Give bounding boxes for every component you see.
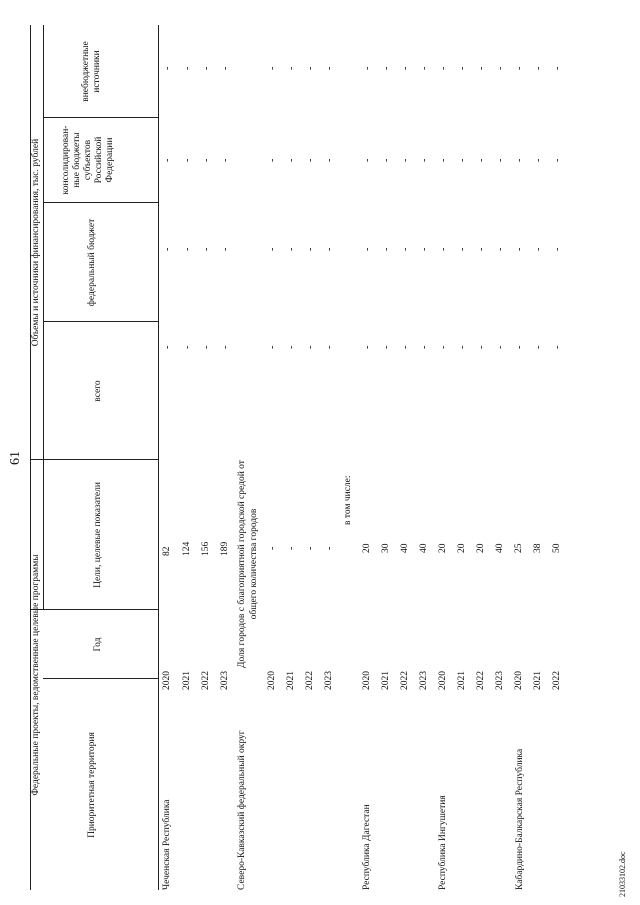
row-total: -	[552, 345, 563, 349]
row-federal: -	[514, 247, 525, 251]
header-mid-line	[43, 25, 44, 610]
row-regional: -	[324, 158, 335, 162]
row-federal: -	[457, 247, 468, 251]
row-year: 2022	[201, 671, 211, 690]
row-year: 2020	[162, 671, 172, 690]
row-year: 2020	[514, 671, 524, 690]
row-goal: 30	[381, 543, 391, 553]
row-total: -	[162, 345, 173, 349]
row-federal: -	[476, 247, 487, 251]
row-total: -	[324, 345, 335, 349]
row-total: -	[457, 345, 468, 349]
row-regional: -	[514, 158, 525, 162]
row-territory: Кабардино-Балкарская Республика	[515, 748, 525, 890]
row-offbudget: -	[182, 66, 193, 70]
row-regional: -	[381, 158, 392, 162]
row-year: 2022	[400, 671, 410, 690]
row-total: -	[182, 345, 193, 349]
row-year: 2021	[381, 671, 391, 690]
row-total: -	[381, 345, 392, 349]
row-goal-title: Доля городов с благоприятной городской средой от общего количества городов	[237, 460, 259, 668]
page-number: 61	[8, 451, 23, 465]
row-offbudget: -	[552, 66, 563, 70]
row-territory: Чеченская Республика	[162, 799, 172, 890]
row-year: 2021	[457, 671, 467, 690]
row-year: 2022	[476, 671, 486, 690]
row-offbudget: -	[400, 66, 411, 70]
header-federal: федеральный бюджет	[87, 218, 97, 307]
row-goal: 50	[552, 543, 562, 553]
row-total: -	[400, 345, 411, 349]
row-regional: -	[552, 158, 563, 162]
row-regional: -	[362, 158, 373, 162]
row-regional: -	[305, 158, 316, 162]
row-regional: -	[182, 158, 193, 162]
row-year: 2023	[324, 671, 334, 690]
row-offbudget: -	[201, 66, 212, 70]
row-offbudget: -	[286, 66, 297, 70]
row-offbudget: -	[476, 66, 487, 70]
row-year: 2020	[362, 671, 372, 690]
row-federal: -	[400, 247, 411, 251]
row-goal: 40	[400, 543, 410, 553]
row-regional: -	[495, 158, 506, 162]
row-offbudget: -	[438, 66, 449, 70]
footer-file-code: 21033102.doc	[618, 851, 627, 897]
row-goal: 82	[162, 546, 172, 556]
row-total: -	[533, 345, 544, 349]
row-year: 2020	[438, 671, 448, 690]
header-group-projects: Федеральные проекты, ведомственные целевые программы	[31, 554, 41, 796]
header-territory: Приоритетная территория	[87, 732, 97, 838]
row-federal: -	[286, 247, 297, 251]
row-goal: 20	[457, 543, 467, 553]
row-goal: 38	[533, 543, 543, 553]
row-offbudget: -	[220, 66, 231, 70]
row-goal: -	[324, 546, 335, 550]
row-territory: Республика Ингушетия	[438, 795, 448, 890]
row-year: 2022	[305, 671, 315, 690]
row-regional: -	[286, 158, 297, 162]
row-total: -	[286, 345, 297, 349]
row-federal: -	[220, 247, 231, 251]
row-total: -	[438, 345, 449, 349]
row-total: -	[419, 345, 430, 349]
row-regional: -	[419, 158, 430, 162]
row-year: 2023	[220, 671, 230, 690]
row-regional: -	[438, 158, 449, 162]
row-total: -	[305, 345, 316, 349]
row-offbudget: -	[267, 66, 278, 70]
row-year: 2021	[286, 671, 296, 690]
row-regional: -	[457, 158, 468, 162]
row-federal: -	[552, 247, 563, 251]
row-regional: -	[400, 158, 411, 162]
row-year: 2021	[182, 671, 192, 690]
row-offbudget: -	[514, 66, 525, 70]
row-goal: 189	[220, 541, 230, 556]
row-federal: -	[438, 247, 449, 251]
row-offbudget: -	[305, 66, 316, 70]
row-offbudget: -	[495, 66, 506, 70]
row-goal: 40	[419, 543, 429, 553]
row-total: -	[476, 345, 487, 349]
header-bottom-line	[158, 25, 159, 890]
row-regional: -	[162, 158, 173, 162]
row-federal: -	[201, 247, 212, 251]
col-divider-5	[43, 202, 158, 203]
row-goal: 25	[514, 543, 524, 553]
row-total: -	[514, 345, 525, 349]
row-offbudget: -	[457, 66, 468, 70]
row-territory: Северо-Кавказский федеральный округ	[237, 730, 247, 890]
row-offbudget: -	[419, 66, 430, 70]
row-year: 2020	[267, 671, 277, 690]
header-goals: Цели, целевые показатели	[93, 482, 103, 588]
row-federal: -	[267, 247, 278, 251]
row-federal: -	[495, 247, 506, 251]
row-offbudget: -	[381, 66, 392, 70]
row-regional: -	[476, 158, 487, 162]
header-offbudget: внебюджетные источники	[81, 41, 102, 102]
row-total: -	[362, 345, 373, 349]
row-federal: -	[533, 247, 544, 251]
header-year: Год	[93, 637, 103, 652]
row-territory: Республика Дагестан	[362, 804, 372, 890]
row-federal: -	[182, 247, 193, 251]
row-total: -	[220, 345, 231, 349]
row-regional: -	[533, 158, 544, 162]
row-goal: 124	[182, 541, 192, 556]
row-offbudget: -	[533, 66, 544, 70]
row-goal: -	[267, 546, 278, 550]
row-goal: -	[286, 546, 297, 550]
row-total: -	[201, 345, 212, 349]
row-year: 2022	[552, 671, 562, 690]
row-goal: 20	[362, 543, 372, 553]
row-federal: -	[419, 247, 430, 251]
row-offbudget: -	[324, 66, 335, 70]
row-federal: -	[324, 247, 335, 251]
row-goal: -	[305, 546, 316, 550]
row-year: 2023	[419, 671, 429, 690]
header-total: всего	[93, 380, 103, 402]
row-regional: -	[267, 158, 278, 162]
row-year: 2023	[495, 671, 505, 690]
header-group-funding: Объемы и источники финансирования, тыс. рублей	[31, 138, 41, 347]
header-regional: консолидирован-ные бюджеты субъектов Российской Федерации	[61, 125, 115, 195]
row-federal: -	[381, 247, 392, 251]
row-goal: 156	[201, 541, 211, 556]
row-offbudget: -	[162, 66, 173, 70]
row-goal: 40	[495, 543, 505, 553]
row-federal: -	[305, 247, 316, 251]
row-goal: 20	[476, 543, 486, 553]
row-regional: -	[201, 158, 212, 162]
row-total: -	[495, 345, 506, 349]
row-year: 2021	[533, 671, 543, 690]
row-regional: -	[220, 158, 231, 162]
row-federal: -	[162, 247, 173, 251]
row-total: -	[267, 345, 278, 349]
including-label: в том числе:	[343, 475, 353, 525]
row-goal: 20	[438, 543, 448, 553]
row-offbudget: -	[362, 66, 373, 70]
row-federal: -	[362, 247, 373, 251]
